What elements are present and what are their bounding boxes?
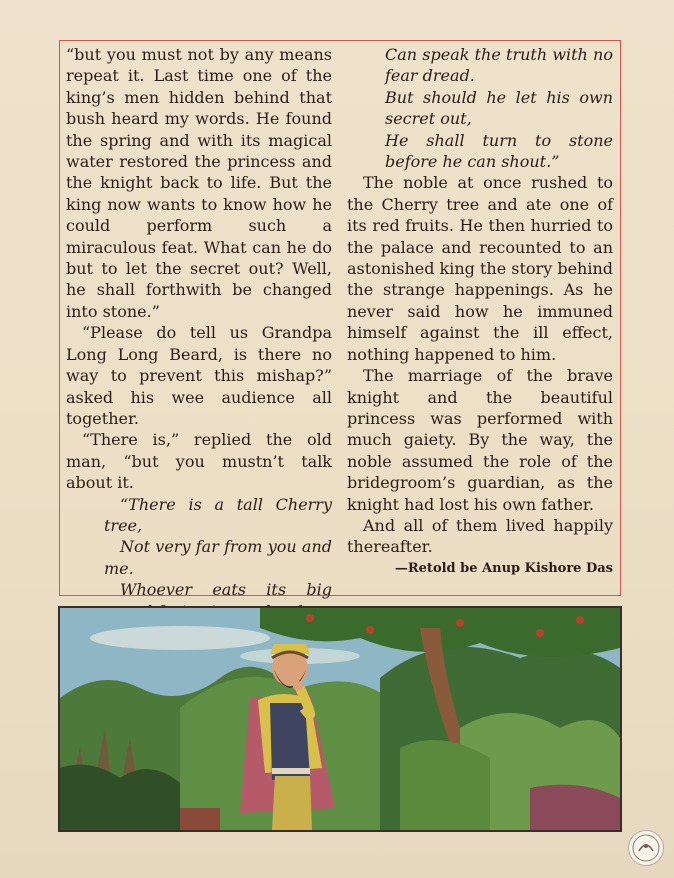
story-paragraph: “but you must not by any means repeat it. Last time one of the king’s men hidden behind that bush heard my words. He found the spring and with its magical water restored the princess and the knight back to life. But the king now wants to know how he could perform such a miraculous feat. What can he do but to let the secret out? Well, he shall forthwith be changed into stone.”: [66, 45, 332, 321]
right-column: [347, 44, 613, 579]
forest-scene-illustration: [60, 608, 620, 830]
author-byline: —Retold be Anup Kishore Das: [394, 560, 613, 576]
verse-line: He shall turn to stone before he can shout.”: [385, 130, 613, 172]
verse-block: [66, 494, 332, 622]
verse-line: Not very far from you and me.: [104, 537, 332, 578]
publisher-logo: [628, 830, 664, 866]
verse-line: Whoever eats its big: [120, 580, 332, 600]
verse-line: But should he let his own secret out,: [385, 87, 613, 129]
story-paragraph: The marriage of the brave knight and the beautiful princess was performed with much gaiety. By the way, the noble assumed the role of the bridegroom’s guardian, as the knight had lost his own father.: [347, 366, 613, 514]
verse-line: “There is a tall Cherry tree,: [104, 494, 332, 535]
story-paragraph: “Please do tell us Grandpa Long Long Beard, is there no way to prevent this mishap?” asked his wee audience all together.: [66, 323, 332, 428]
story-paragraph: And all of them lived happily thereafter.: [347, 515, 613, 557]
story-paragraph: “There is,” replied the old man, “but you mustn’t talk about it.: [66, 430, 332, 493]
logo-icon: [629, 831, 663, 865]
verse-line: Can speak the truth with no fear dread.: [385, 45, 613, 86]
story-illustration: [58, 606, 622, 832]
verse-block: [347, 44, 613, 172]
left-column: [66, 44, 332, 622]
story-paragraph: The noble at once rushed to the Cherry tree and ate one of its red fruits. He then hurried to the palace and recounted to an astonished king the story behind the strange happenings. As he never said how he immuned himself against the ill effect, nothing happened to him.: [347, 173, 614, 364]
